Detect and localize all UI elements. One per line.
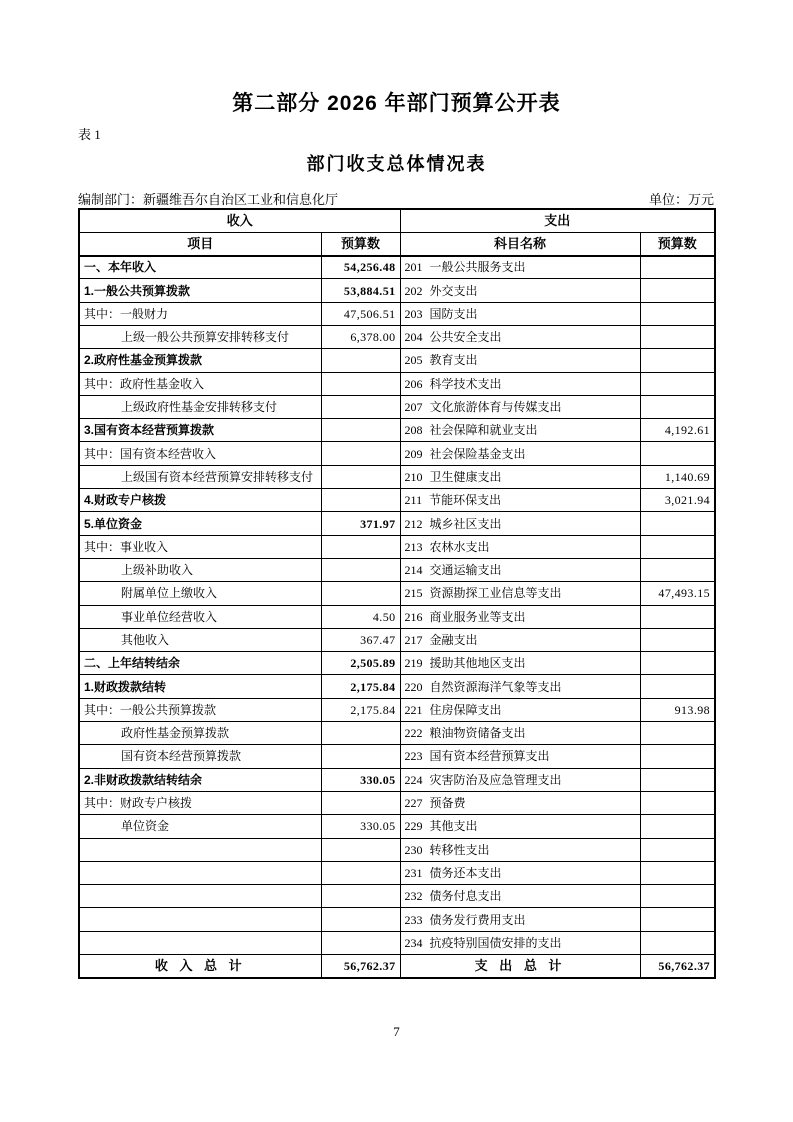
expense-subject-cell (400, 465, 640, 488)
expense-subject-cell (400, 931, 640, 954)
expense-code: 227 (404, 796, 423, 811)
income-budget-cell (321, 372, 400, 395)
table-row (79, 861, 715, 884)
income-item-cell: 3.国有资本经营预算拨款 (79, 419, 321, 442)
expense-budget-cell (640, 815, 715, 838)
income-budget-cell: 2,175.84 (321, 675, 400, 698)
income-total-value: 56,762.37 (321, 955, 400, 978)
expense-budget-cell: 3,021.94 (640, 489, 715, 512)
expense-budget-cell (640, 885, 715, 908)
income-budget-cell: 330.05 (321, 815, 400, 838)
income-item-cell: 上级政府性基金安排转移支付 (79, 395, 321, 418)
income-budget-cell: 4.50 (321, 605, 400, 628)
expense-subject-name: 卫生健康支出 (429, 469, 502, 484)
expense-subject-cell (400, 605, 640, 628)
expense-subject-name: 自然资源海洋气象等支出 (429, 679, 562, 694)
table-row (79, 256, 715, 279)
expense-subject-name: 灾害防治及应急管理支出 (429, 772, 562, 787)
table-meta-row (78, 189, 714, 208)
expense-subject-cell (400, 838, 640, 861)
expense-subject-name: 节能环保支出 (429, 493, 502, 508)
expense-code: 204 (404, 330, 423, 345)
expense-budget-cell (640, 931, 715, 954)
income-item-cell: 附属单位上缴收入 (79, 582, 321, 605)
table-title: 部门收支总体情况表 (306, 154, 487, 174)
income-item-cell (79, 861, 321, 884)
income-item-cell: 其中：财政专户核拨 (79, 791, 321, 814)
income-budget-cell (321, 861, 400, 884)
expense-budget-cell: 1,140.69 (640, 465, 715, 488)
income-item-cell: 上级国有资本经营预算安排转移支付 (79, 465, 321, 488)
expense-code: 205 (404, 353, 423, 368)
expense-budget-cell (640, 628, 715, 651)
income-total-label: 收 入 总 计 (79, 955, 321, 978)
income-item-cell: 其中：一般公共预算拨款 (79, 698, 321, 721)
expense-subject-cell (400, 489, 640, 512)
income-budget-cell (321, 395, 400, 418)
income-item-cell: 二、上年结转结余 (79, 652, 321, 675)
income-budget-cell (321, 885, 400, 908)
prepared-by-label: 编制部门：新疆维吾尔自治区工业和信息化厅 (78, 192, 339, 207)
expense-subject-name: 一般公共服务支出 (429, 260, 526, 275)
table-row (79, 768, 715, 791)
expense-subject-cell (400, 512, 640, 535)
expense-budget-cell (640, 791, 715, 814)
expense-subject-cell (400, 256, 640, 279)
expense-total-label: 支 出 总 计 (400, 955, 640, 978)
expense-subject-name: 粮油物资储备支出 (429, 726, 526, 741)
income-budget-cell: 367.47 (321, 628, 400, 651)
expense-code: 233 (404, 912, 423, 927)
expense-subject-cell (400, 815, 640, 838)
expense-subject-cell (400, 302, 640, 325)
expense-code: 220 (404, 679, 423, 694)
expense-subject-cell (400, 558, 640, 581)
expense-subject-cell (400, 675, 640, 698)
expense-code: 214 (404, 563, 423, 578)
expense-subject-cell (400, 582, 640, 605)
expense-budget-cell (640, 256, 715, 279)
expense-total-value: 56,762.37 (640, 955, 715, 978)
expense-subject-name: 国有资本经营预算支出 (429, 749, 550, 764)
expense-subject-cell (400, 395, 640, 418)
income-budget-cell: 371.97 (321, 512, 400, 535)
table-row (79, 652, 715, 675)
expense-code: 224 (404, 772, 423, 787)
expense-budget-column-header: 预算数 (640, 232, 715, 255)
budget-summary-table (78, 208, 716, 979)
table-row (79, 605, 715, 628)
expense-subject-name: 债务还本支出 (429, 865, 502, 880)
expense-code: 217 (404, 632, 423, 647)
table-row (79, 628, 715, 651)
expense-budget-cell (640, 745, 715, 768)
income-budget-cell (321, 489, 400, 512)
income-budget-cell (321, 791, 400, 814)
expense-subject-cell (400, 885, 640, 908)
expense-subject-cell (400, 442, 640, 465)
expense-budget-cell (640, 861, 715, 884)
expense-subject-name: 债务发行费用支出 (429, 912, 526, 927)
table-row (79, 698, 715, 721)
expense-subject-cell (400, 535, 640, 558)
column-header-row (79, 232, 715, 255)
table-row (79, 395, 715, 418)
expense-subject-cell (400, 745, 640, 768)
expense-budget-cell (640, 768, 715, 791)
income-item-cell (79, 838, 321, 861)
expense-code: 221 (404, 702, 423, 717)
expense-code: 234 (404, 935, 423, 950)
expense-budget-cell (640, 279, 715, 302)
expense-code: 219 (404, 656, 423, 671)
expense-subject-name: 资源勘探工业信息等支出 (429, 586, 562, 601)
income-item-cell (79, 885, 321, 908)
expense-subject-name: 城乡社区支出 (429, 516, 502, 531)
expense-budget-cell (640, 652, 715, 675)
expense-budget-cell (640, 349, 715, 372)
expense-subject-name: 科学技术支出 (429, 376, 502, 391)
table-row (79, 465, 715, 488)
income-item-cell (79, 931, 321, 954)
income-budget-cell: 330.05 (321, 768, 400, 791)
income-item-cell: 5.单位资金 (79, 512, 321, 535)
expense-budget-cell (640, 302, 715, 325)
expense-budget-cell (640, 512, 715, 535)
income-budget-cell (321, 558, 400, 581)
table-number-label: 表 1 (78, 127, 101, 142)
table-row (79, 722, 715, 745)
income-item-cell: 1.一般公共预算拨款 (79, 279, 321, 302)
expense-budget-cell (640, 722, 715, 745)
expense-code: 206 (404, 376, 423, 391)
income-section-header: 收入 (79, 209, 400, 232)
expense-subject-cell (400, 628, 640, 651)
table-row (79, 885, 715, 908)
table-row (79, 489, 715, 512)
income-item-cell: 4.财政专户核拨 (79, 489, 321, 512)
expense-budget-cell (640, 395, 715, 418)
table-row (79, 302, 715, 325)
income-budget-cell (321, 349, 400, 372)
expense-subject-cell (400, 349, 640, 372)
table-row (79, 349, 715, 372)
table-row (79, 419, 715, 442)
income-budget-column-header: 预算数 (321, 232, 400, 255)
income-item-cell: 2.政府性基金预算拨款 (79, 349, 321, 372)
table-row (79, 279, 715, 302)
table-row (79, 558, 715, 581)
income-budget-cell (321, 838, 400, 861)
expense-subject-name: 教育支出 (429, 353, 478, 368)
table-row (79, 931, 715, 954)
income-item-cell: 政府性基金预算拨款 (79, 722, 321, 745)
income-budget-cell (321, 442, 400, 465)
expense-budget-cell (640, 838, 715, 861)
expense-code: 210 (404, 469, 423, 484)
income-item-cell: 事业单位经营收入 (79, 605, 321, 628)
expense-subject-name: 农林水支出 (429, 539, 490, 554)
expense-section-header: 支出 (400, 209, 715, 232)
income-budget-cell: 2,505.89 (321, 652, 400, 675)
expense-budget-cell: 47,493.15 (640, 582, 715, 605)
part-title: 第二部分 2026 年部门预算公开表 (232, 92, 561, 115)
expense-code: 202 (404, 283, 423, 298)
income-budget-cell (321, 745, 400, 768)
expense-subject-name: 援助其他地区支出 (429, 656, 526, 671)
expense-subject-cell (400, 372, 640, 395)
expense-budget-cell: 4,192.61 (640, 419, 715, 442)
expense-code: 231 (404, 865, 423, 880)
expense-subject-cell (400, 279, 640, 302)
item-column-header: 项目 (79, 232, 321, 255)
income-item-cell: 单位资金 (79, 815, 321, 838)
table-row (79, 535, 715, 558)
expense-subject-name: 文化旅游体育与传媒支出 (429, 400, 562, 415)
expense-subject-name: 社会保障和就业支出 (429, 423, 538, 438)
income-budget-cell: 47,506.51 (321, 302, 400, 325)
income-item-cell: 上级一般公共预算安排转移支付 (79, 325, 321, 348)
expense-budget-cell (640, 605, 715, 628)
expense-code: 207 (404, 400, 423, 415)
unit-label: 单位：万元 (648, 192, 714, 207)
income-item-cell: 1.财政拨款结转 (79, 675, 321, 698)
income-budget-cell: 2,175.84 (321, 698, 400, 721)
expense-subject-cell (400, 908, 640, 931)
expense-code: 232 (404, 889, 423, 904)
income-item-cell: 一、本年收入 (79, 256, 321, 279)
expense-code: 211 (404, 493, 423, 508)
expense-subject-name: 预备费 (429, 796, 466, 811)
income-budget-cell (321, 419, 400, 442)
expense-code: 201 (404, 260, 423, 275)
table-row (79, 791, 715, 814)
expense-subject-name: 国防支出 (429, 306, 478, 321)
expense-code: 229 (404, 819, 423, 834)
expense-code: 230 (404, 842, 423, 857)
income-item-cell (79, 908, 321, 931)
table-row (79, 815, 715, 838)
expense-code: 216 (404, 609, 423, 624)
expense-subject-cell (400, 791, 640, 814)
table-row (79, 745, 715, 768)
expense-subject-name: 转移性支出 (429, 842, 490, 857)
income-budget-cell (321, 535, 400, 558)
income-budget-cell (321, 931, 400, 954)
income-budget-cell (321, 908, 400, 931)
income-item-cell: 其中：政府性基金收入 (79, 372, 321, 395)
expense-budget-cell (640, 372, 715, 395)
expense-budget-cell (640, 675, 715, 698)
income-item-cell: 其中：国有资本经营收入 (79, 442, 321, 465)
expense-subject-name: 债务付息支出 (429, 889, 502, 904)
expense-budget-cell (640, 535, 715, 558)
expense-subject-cell (400, 419, 640, 442)
expense-subject-name: 金融支出 (429, 632, 478, 647)
table-row (79, 838, 715, 861)
income-item-cell: 其中：一般财力 (79, 302, 321, 325)
table-row (79, 325, 715, 348)
expense-subject-name: 公共安全支出 (429, 330, 502, 345)
expense-subject-cell (400, 768, 640, 791)
expense-subject-name: 其他支出 (429, 819, 478, 834)
expense-budget-cell (640, 325, 715, 348)
expense-budget-cell: 913.98 (640, 698, 715, 721)
income-item-cell: 2.非财政拨款结转结余 (79, 768, 321, 791)
expense-subject-cell (400, 861, 640, 884)
income-budget-cell (321, 582, 400, 605)
expense-subject-name: 商业服务业等支出 (429, 609, 526, 624)
expense-budget-cell (640, 908, 715, 931)
expense-subject-name: 住房保障支出 (429, 702, 502, 717)
expense-code: 215 (404, 586, 423, 601)
table-row (79, 675, 715, 698)
expense-subject-cell (400, 722, 640, 745)
income-budget-cell: 6,378.00 (321, 325, 400, 348)
income-budget-cell (321, 722, 400, 745)
expense-code: 213 (404, 539, 423, 554)
income-budget-cell: 54,256.48 (321, 256, 400, 279)
table-row (79, 908, 715, 931)
expense-subject-cell (400, 652, 640, 675)
income-item-cell: 上级补助收入 (79, 558, 321, 581)
expense-code: 203 (404, 306, 423, 321)
section-header-row (79, 209, 715, 232)
income-item-cell: 国有资本经营预算拨款 (79, 745, 321, 768)
expense-subject-name: 交通运输支出 (429, 563, 502, 578)
expense-code: 209 (404, 446, 423, 461)
expense-subject-cell (400, 325, 640, 348)
expense-code: 208 (404, 423, 423, 438)
income-item-cell: 其中：事业收入 (79, 535, 321, 558)
expense-budget-cell (640, 558, 715, 581)
income-item-cell: 其他收入 (79, 628, 321, 651)
expense-code: 222 (404, 726, 423, 741)
expense-subject-name: 社会保险基金支出 (429, 446, 526, 461)
income-budget-cell: 53,884.51 (321, 279, 400, 302)
table-row (79, 512, 715, 535)
table-row (79, 442, 715, 465)
page-number: 7 (393, 1024, 400, 1039)
total-row (79, 955, 715, 978)
expense-subject-cell (400, 698, 640, 721)
subject-column-header: 科目名称 (400, 232, 640, 255)
expense-budget-cell (640, 442, 715, 465)
income-budget-cell (321, 465, 400, 488)
expense-code: 212 (404, 516, 423, 531)
expense-subject-name: 抗疫特别国债安排的支出 (429, 935, 562, 950)
table-row (79, 582, 715, 605)
expense-code: 223 (404, 749, 423, 764)
expense-subject-name: 外交支出 (429, 283, 478, 298)
table-row (79, 372, 715, 395)
